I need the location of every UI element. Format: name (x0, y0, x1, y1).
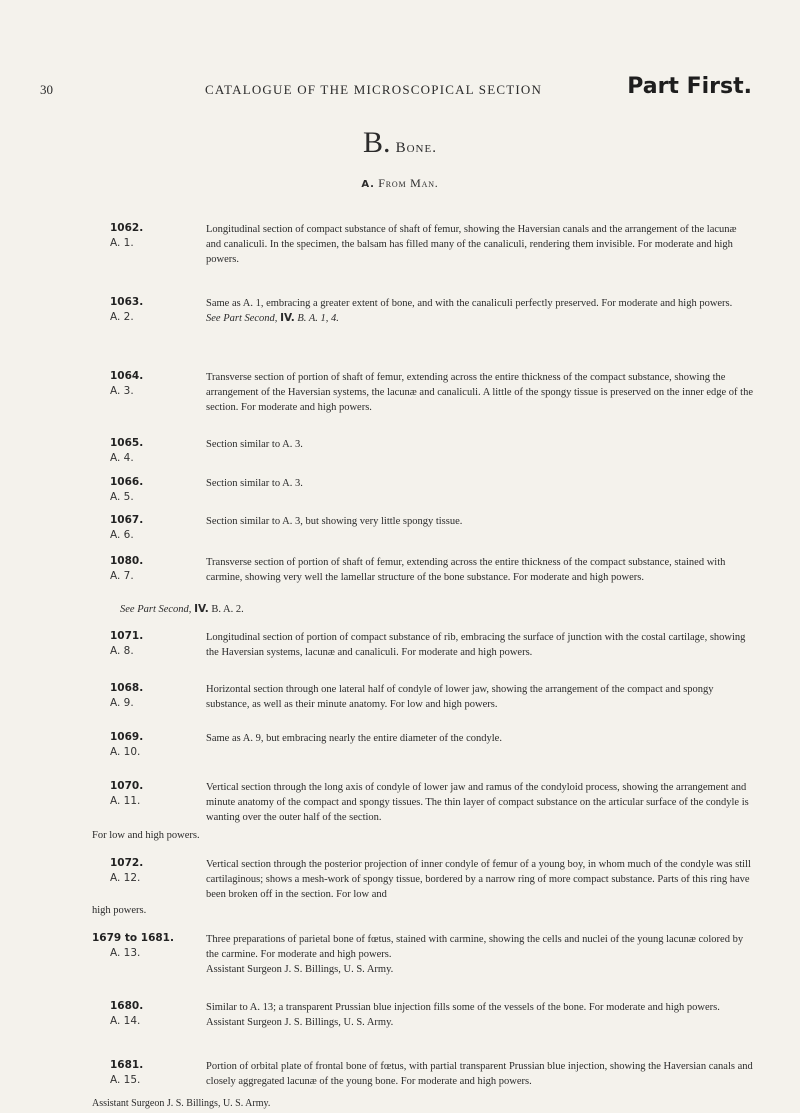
catalogue-entry (110, 555, 750, 603)
entry-code: A. 8. (110, 645, 134, 657)
page-header (40, 74, 760, 104)
entry-number: 1063. (110, 296, 144, 308)
catalogue-entry (110, 630, 750, 662)
subsection-heading (0, 176, 800, 191)
entry-number: 1069. (110, 731, 144, 743)
cross-reference (120, 602, 244, 617)
cross-reference (206, 311, 754, 326)
entry-number: 1062. (110, 222, 144, 234)
entry-code: A. 7. (110, 570, 134, 582)
entry-description: Longitudinal section of compact substance of shaft of femur, showing the Haversian canals and the arrangement of the lacunæ and canaliculi. In the specimen, the balsam has filled many of the canaliculi, rendering them invisible. For moderate and high powers. (206, 224, 737, 266)
entry-code: A. 6. (110, 529, 134, 541)
entry-code: A. 5. (110, 491, 134, 503)
entry-description (206, 1000, 754, 1030)
entry-code: A. 1. (110, 237, 134, 249)
entry-number: 1680. (110, 1000, 144, 1012)
catalogue-entry (110, 476, 750, 506)
entry-code: A. 11. (110, 795, 141, 807)
entry-description: Transverse section of portion of shaft of femur, extending across the entire thickness of the compact substance, stained with carmine, showing very well the lamellar structure of the bone substance. For moderate and high powers. (206, 557, 726, 584)
section-heading (0, 126, 800, 160)
entry-description: Longitudinal section of portion of compact substance of rib, embracing the surface of junction with the costal cartilage, showing the Haversian systems, lacunæ and canaliculi. For moderate and high powers. (206, 632, 746, 659)
description-text: Similar to A. 13; a transparent Prussian blue injection fills some of the vessels of the bone. For moderate and high powers. (206, 1002, 720, 1013)
entry-tail: Assistant Surgeon J. S. Billings, U. S. Army. (92, 1098, 271, 1109)
entry-number: 1067. (110, 514, 144, 526)
entry-description: Portion of orbital plate of frontal bone of fœtus, with partial transparent Prussian blue injection, showing the Haversian canals and closely aggregated lacunæ of the young bone. For moderate and high powers. (206, 1061, 753, 1088)
catalogue-entry (110, 780, 750, 828)
entry-description: Section similar to A. 3. (206, 439, 303, 450)
catalogue-entry (110, 222, 750, 270)
entry-number: 1070. (110, 780, 144, 792)
ref-prefix: See Part Second, (120, 604, 192, 615)
entry-code: A. 15. (110, 1074, 141, 1086)
catalogue-entry (110, 370, 754, 418)
catalogue-entry (110, 1059, 753, 1091)
entry-description: Horizontal section through one lateral half of condyle of lower jaw, showing the arrangement of the compact and spongy substance, as well as their minute anatomy. For low and high powers. (206, 684, 714, 711)
entry-code: A. 3. (110, 385, 134, 397)
ref-roman: IV. (280, 312, 295, 325)
entry-number: 1064. (110, 370, 144, 382)
description-text: Three preparations of parietal bone of fœtus, stained with carmine, showing the cells and nuclei of the young lacunæ colored by the carmine. For moderate and high powers. (206, 934, 744, 961)
ref-suffix: B. A. 2. (211, 604, 244, 615)
entry-description (206, 296, 754, 326)
entry-description: Transverse section of portion of shaft of femur, extending across the entire thickness of the compact substance, showing the arrangement of the Haversian systems, the lacunæ and canaliculi. A little of the spongy tissue is preserved on the inner edge of the section. For moderate and high powers. (206, 372, 754, 414)
entry-number: 1068. (110, 682, 144, 694)
entry-description: Vertical section through the long axis of condyle of lower jaw and ramus of the condyloid process, showing the arrangement and minute anatomy of the compact and spongy tissues. The thin layer of compact substance on the articular surface of the condyle is wanting over the outer half of the section. (206, 782, 749, 824)
entry-tail: high powers. (92, 905, 147, 916)
entry-number: 1065. (110, 437, 144, 449)
catalogue-entry (110, 437, 750, 467)
ref-suffix: B. A. 1, 4. (297, 313, 339, 325)
entry-number: 1072. (110, 857, 144, 869)
entry-code: A. 4. (110, 452, 134, 464)
entry-description: Same as A. 9, but embracing nearly the entire diameter of the condyle. (206, 733, 502, 744)
ref-roman: IV. (194, 603, 209, 615)
section-title: Bone. (395, 140, 437, 156)
entry-credit: Assistant Surgeon J. S. Billings, U. S. Army. (206, 1017, 394, 1029)
entry-description: Vertical section through the posterior projection of inner condyle of femur of a young boy, in whom much of the condyle was still cartilaginous; shows a mesh-work of spongy tissue, bordered by a narrow ring of more compact substance. Parts of this ring have been broken off in the section. For low and (206, 859, 751, 901)
entry-code: A. 10. (110, 746, 141, 758)
catalogue-entry (110, 1000, 750, 1048)
entry-code: A. 9. (110, 697, 134, 709)
entry-number: 1080. (110, 555, 144, 567)
subsection-title: From Man. (378, 176, 439, 190)
entry-description: Section similar to A. 3. (206, 478, 303, 489)
entry-credit: Assistant Surgeon J. S. Billings, U. S. Army. (206, 964, 394, 976)
catalogue-entry (110, 514, 750, 544)
description-text: Same as A. 1, embracing a greater extent of bone, and with the canaliculi perfectly preserved. For moderate and high powers. (206, 298, 733, 309)
entry-tail: For low and high powers. (92, 830, 200, 841)
section-letter: B. (363, 126, 391, 159)
page-number: 30 (40, 82, 53, 97)
entry-code: A. 14. (110, 1015, 141, 1027)
catalogue-entry (110, 682, 750, 714)
ref-prefix: See Part Second, (206, 313, 278, 325)
entry-number: 1681. (110, 1059, 144, 1071)
catalogue-entry (92, 932, 750, 980)
entry-code: A. 13. (110, 947, 141, 959)
entry-number: 1066. (110, 476, 144, 488)
catalogue-entry (110, 857, 750, 905)
subsection-letter: A. (361, 179, 375, 190)
part-label: Part First. (627, 74, 752, 99)
entry-description: Section similar to A. 3, but showing very little spongy tissue. (206, 516, 463, 527)
running-title: CATALOGUE OF THE MICROSCOPICAL SECTION (205, 82, 543, 97)
catalogue-entry (110, 296, 750, 346)
catalogue-entry (110, 731, 750, 763)
entry-code: A. 12. (110, 872, 141, 884)
entry-code: A. 2. (110, 311, 134, 323)
entry-number: 1679 to 1681. (92, 932, 174, 944)
entry-number: 1071. (110, 630, 144, 642)
entry-description (206, 932, 754, 978)
